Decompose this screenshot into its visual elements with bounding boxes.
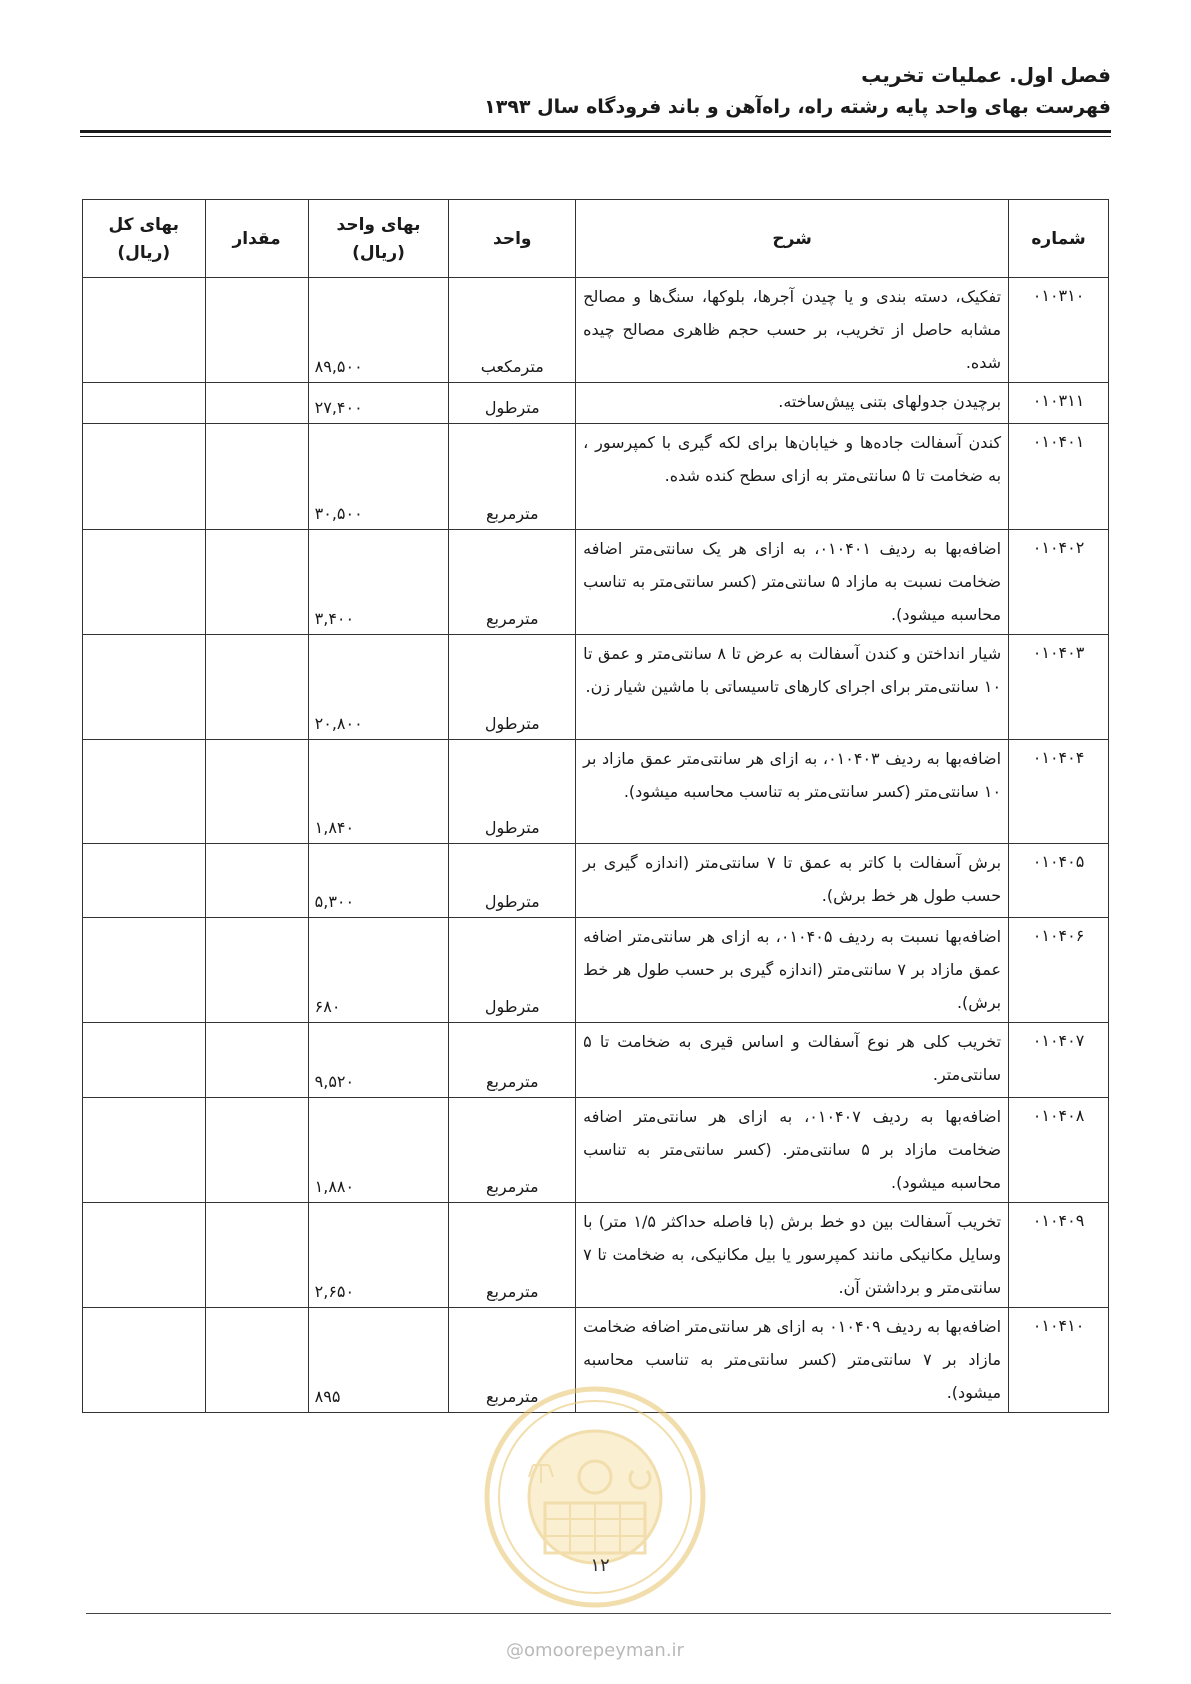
item-number: ۰۱۰۴۰۵ (1009, 844, 1109, 918)
table-row (83, 635, 1109, 740)
item-total-price (83, 1098, 206, 1203)
item-number: ۰۱۰۴۰۶ (1009, 918, 1109, 1023)
table-row (83, 918, 1109, 1023)
item-description: اضافه‌بها به ردیف ۰۱۰۴۰۳، به ازای هر سانتی‌متر عمق مازاد بر ۱۰ سانتی‌متر (کسر سانتی‌متر به تناسب محاسبه میشود). (576, 740, 1009, 844)
item-unit: مترمربع (449, 424, 576, 530)
item-total-price (83, 1023, 206, 1098)
item-description: اضافه‌بها نسبت به ردیف ۰۱۰۴۰۵، به ازای هر سانتی‌متر اضافه عمق مازاد بر ۷ سانتی‌متر (اندازه گیری بر حسب طول هر خط برش). (576, 918, 1009, 1023)
item-quantity (205, 844, 308, 918)
seal-stamp-watermark (483, 1385, 708, 1610)
total-price-header-currency: (ریال) (117, 242, 171, 263)
item-unit-price: ۱,۸۴۰ (308, 740, 449, 844)
watermark-url: @omoorepeyman.ir (506, 1640, 684, 1661)
item-total-price (83, 1308, 206, 1413)
item-description: برش آسفالت با کاتر به عمق تا ۷ سانتی‌متر (اندازه گیری بر حسب طول هر خط برش). (576, 844, 1009, 918)
item-quantity (205, 530, 308, 635)
item-total-price (83, 1203, 206, 1308)
item-quantity (205, 740, 308, 844)
item-unit-price: ۲,۶۵۰ (308, 1203, 449, 1308)
item-total-price (83, 635, 206, 740)
item-number: ۰۱۰۴۰۳ (1009, 635, 1109, 740)
table-row (83, 530, 1109, 635)
unit-price-table (82, 199, 1109, 1413)
item-total-price (83, 530, 206, 635)
item-number: ۰۱۰۴۰۲ (1009, 530, 1109, 635)
item-description: اضافه‌بها به ردیف ۰۱۰۴۰۷، به ازای هر سانتی‌متر اضافه ضخامت مازاد بر ۵ سانتی‌متر. (کسر سانتی‌متر به تناسب محاسبه میشود). (576, 1098, 1009, 1203)
item-total-price (83, 918, 206, 1023)
item-number: ۰۱۰۴۱۰ (1009, 1308, 1109, 1413)
item-unit: مترطول (449, 918, 576, 1023)
item-description: تخریب کلی هر نوع آسفالت و اساس قیری به ضخامت تا ۵ سانتی‌متر. (576, 1023, 1009, 1098)
item-unit-price: ۲۷,۴۰۰ (308, 383, 449, 424)
total-price-header-label: بهای کل (108, 214, 180, 235)
column-header-description: شرح (576, 200, 1009, 278)
item-unit-price: ۳۰,۵۰۰ (308, 424, 449, 530)
item-quantity (205, 424, 308, 530)
chapter-title: فصل اول. عملیات تخریب (861, 63, 1111, 87)
column-header-quantity: مقدار (205, 200, 308, 278)
item-quantity (205, 1308, 308, 1413)
item-quantity (205, 278, 308, 383)
item-unit: مترطول (449, 635, 576, 740)
column-header-number: شماره (1009, 200, 1109, 278)
item-total-price (83, 424, 206, 530)
item-total-price (83, 844, 206, 918)
item-number: ۰۱۰۳۱۱ (1009, 383, 1109, 424)
item-unit: مترمربع (449, 1023, 576, 1098)
column-header-unit: واحد (449, 200, 576, 278)
table-row (83, 1203, 1109, 1308)
item-unit: مترمربع (449, 1308, 576, 1413)
item-description: شیار انداختن و کندن آسفالت به عرض تا ۸ سانتی‌متر و عمق تا ۱۰ سانتی‌متر برای اجرای کارهای تاسیساتی با ماشین شیار زن. (576, 635, 1009, 740)
page-number: ۱۲ (590, 1555, 610, 1576)
item-description: تفکیک، دسته بندی و یا چیدن آجرها، بلوکها، سنگ‌ها و مصالح مشابه حاصل از تخریب، بر حسب حجم ظاهری مصالح چیده شده. (576, 278, 1009, 383)
item-unit-price: ۹,۵۲۰ (308, 1023, 449, 1098)
column-header-unit-price (308, 200, 449, 278)
item-description: اضافه‌بها به ردیف ۰۱۰۴۰۱، به ازای هر یک سانتی‌متر اضافه ضخامت نسبت به مازاد ۵ سانتی‌متر (کسر سانتی‌متر به تناسب محاسبه میشود). (576, 530, 1009, 635)
item-quantity (205, 635, 308, 740)
item-quantity (205, 1098, 308, 1203)
item-unit-price: ۲۰,۸۰۰ (308, 635, 449, 740)
page-header (80, 60, 1111, 122)
item-number: ۰۱۰۴۰۹ (1009, 1203, 1109, 1308)
item-unit: مترطول (449, 740, 576, 844)
item-unit-price: ۳,۴۰۰ (308, 530, 449, 635)
item-unit-price: ۶۸۰ (308, 918, 449, 1023)
item-number: ۰۱۰۴۰۸ (1009, 1098, 1109, 1203)
item-number: ۰۱۰۴۰۱ (1009, 424, 1109, 530)
table-row (83, 1098, 1109, 1203)
table-row (83, 844, 1109, 918)
table-header-row (83, 200, 1109, 278)
unit-price-header-label: بهای واحد (336, 214, 421, 235)
item-quantity (205, 918, 308, 1023)
table-row (83, 740, 1109, 844)
item-unit-price: ۱,۸۸۰ (308, 1098, 449, 1203)
table-row (83, 1023, 1109, 1098)
item-unit: مترمربع (449, 1098, 576, 1203)
item-total-price (83, 740, 206, 844)
table-row (83, 383, 1109, 424)
item-description: کندن آسفالت جاده‌ها و خیابان‌ها برای لکه گیری با کمپرسور ، به ضخامت تا ۵ سانتی‌متر به ازای سطح کنده شده. (576, 424, 1009, 530)
item-number: ۰۱۰۴۰۴ (1009, 740, 1109, 844)
item-unit: مترمکعب (449, 278, 576, 383)
unit-price-header-currency: (ریال) (352, 242, 405, 263)
item-number: ۰۱۰۴۰۷ (1009, 1023, 1109, 1098)
table-row (83, 278, 1109, 383)
price-list-title: فهرست بهای واحد پایه رشته راه، راه‌آهن و باند فرودگاه سال ۱۳۹۳ (484, 96, 1111, 118)
item-unit: مترطول (449, 844, 576, 918)
header-divider-thick (80, 130, 1111, 133)
item-quantity (205, 383, 308, 424)
item-quantity (205, 1023, 308, 1098)
item-unit-price: ۸۹۵ (308, 1308, 449, 1413)
item-total-price (83, 383, 206, 424)
item-unit-price: ۵,۳۰۰ (308, 844, 449, 918)
table-row (83, 424, 1109, 530)
footer-divider (86, 1613, 1111, 1614)
item-unit: مترمربع (449, 530, 576, 635)
item-unit-price: ۸۹,۵۰۰ (308, 278, 449, 383)
item-description: تخریب آسفالت بین دو خط برش (با فاصله حداکثر ۱/۵ متر) با وسایل مکانیکی مانند کمپرسور یا بیل مکانیکی، به ضخامت تا ۷ سانتی‌متر و برداشتن آن. (576, 1203, 1009, 1308)
item-quantity (205, 1203, 308, 1308)
item-description: اضافه‌بها به ردیف ۰۱۰۴۰۹ به ازای هر سانتی‌متر اضافه ضخامت مازاد بر ۷ سانتی‌متر (کسر سانتی‌متر به تناسب محاسبه میشود). (576, 1308, 1009, 1413)
column-header-total-price (83, 200, 206, 278)
item-total-price (83, 278, 206, 383)
item-unit: مترطول (449, 383, 576, 424)
item-unit: مترمربع (449, 1203, 576, 1308)
header-divider-thin (80, 136, 1111, 137)
item-description: برچیدن جدولهای بتنی پیش‌ساخته. (576, 383, 1009, 424)
item-number: ۰۱۰۳۱۰ (1009, 278, 1109, 383)
